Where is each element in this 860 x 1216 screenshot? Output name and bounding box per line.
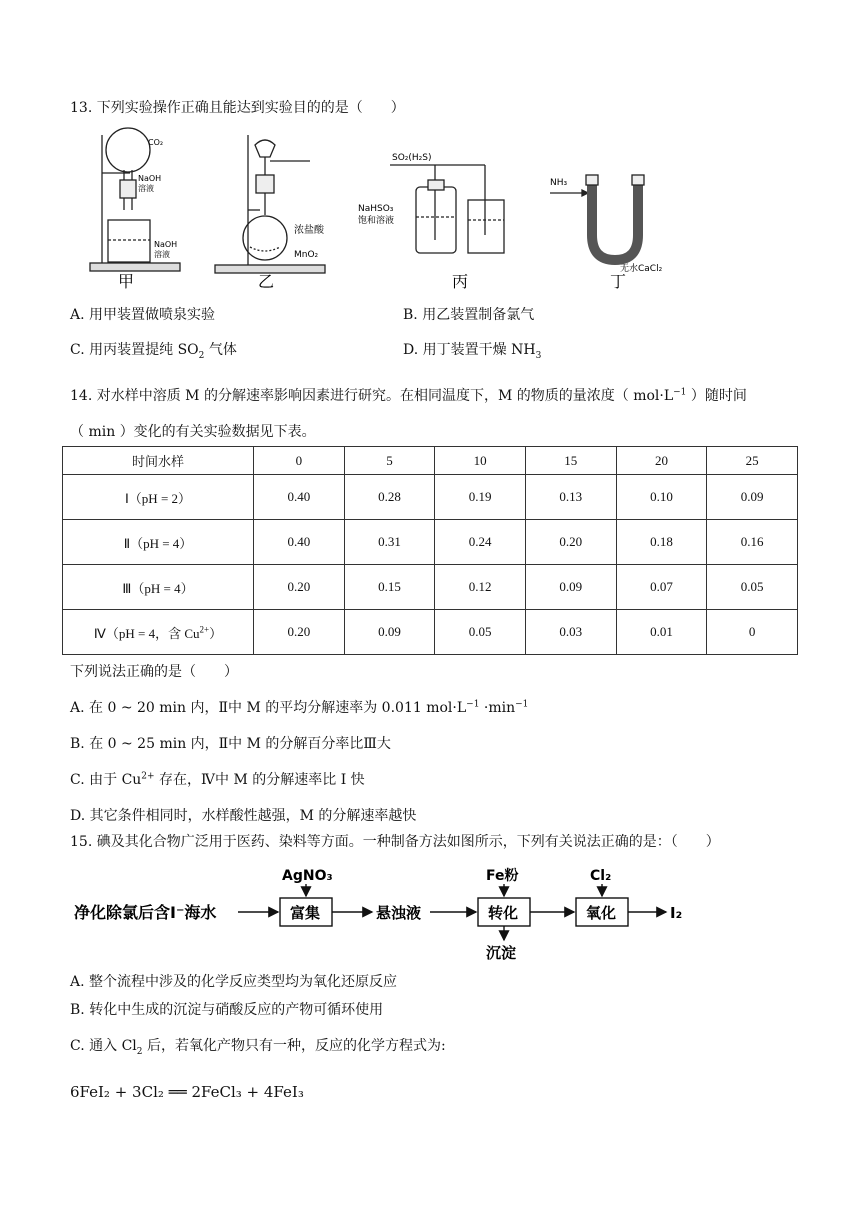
q14-option-d: D. 其它条件相同时，水样酸性越强，M 的分解速率越快 [70,808,417,824]
table-cell: 0.20 [525,520,616,565]
table-row [63,520,798,565]
q13-option-c: C. 用丙装置提纯 $SO_2$ 气体 [70,342,237,361]
concentration-table [62,446,798,655]
table-header-cell: 5 [344,447,435,475]
jia-naoh-top-2: 溶液 [138,184,154,193]
question-14-stem-line2: （ min ）变化的有关实验数据见下表。 [70,424,316,440]
flow-end-label: I₂ [670,904,683,922]
apparatus-figure [80,125,700,295]
table-cell: 0.19 [435,475,526,520]
table-header-cell: 25 [707,447,798,475]
question-14-stem-line1: 14. 对水样中溶质 M 的分解速率影响因素进行研究。在相同温度下，M 的物质的量浓度（ $mol\cdot L^{-1}$ ）随时间 [70,387,747,404]
bing-solution-2: 饱和溶液 [358,216,395,226]
ding-gas-label: NH₃ [550,178,568,188]
table-cell: 0.31 [344,520,435,565]
question-13-stem: 13. 下列实验操作正确且能达到实验目的的是（ ） [70,100,405,116]
q15-option-b: B. 转化中生成的沉淀与硝酸反应的产物可循环使用 [70,1002,384,1018]
table-cell: 0.16 [707,520,798,565]
jia-naoh-bottom-1: NaOH [154,240,178,249]
bing-solution-1: NaHSO₃ [358,204,394,214]
jia-naoh-top-1: NaOH [138,174,162,183]
jia-naoh-bottom-2: 溶液 [154,250,170,259]
q15-option-c: C. 通入 $Cl_2$ 后，若氧化产物只有一种，反应的化学方程式为: [70,1038,446,1057]
flow-box2-label: 转化 [488,904,519,922]
yi-mno2-label: MnO₂ [294,250,319,260]
flow-reagent1: AgNO₃ [282,868,333,884]
q13-option-d: D. 用丁装置干燥 $NH_3$ [403,342,542,361]
table-cell: 0.40 [254,475,345,520]
ding-label: 丁 [610,272,627,291]
q14-option-b: B. 在 0 ~ 25 min 内，Ⅱ中 M 的分解百分率比Ⅲ大 [70,736,391,752]
table-cell: 0.28 [344,475,435,520]
q14-prompt: 下列说法正确的是（ ） [70,664,238,680]
flow-mid-label: 悬浊液 [376,904,422,922]
jia-co2-label: CO₂ [148,138,164,147]
q15-option-a: A. 整个流程中涉及的化学反应类型均为氧化还原反应 [70,974,398,990]
table-cell: 0.07 [616,565,707,610]
table-header-cell: 20 [616,447,707,475]
yi-acid-label: 浓盐酸 [294,225,324,236]
q13-option-b: B. 用乙装置制备氯气 [403,307,535,323]
table-cell: 0.09 [525,565,616,610]
bing-label: 丙 [452,272,469,291]
row-label: Ⅱ（pH = 4） [63,520,254,565]
flow-product2: 沉淀 [486,944,517,962]
bing-gas-label: SO₂(H₂S) [392,153,432,163]
q14-option-a: A. 在 0 ~ 20 min 内，Ⅱ中 M 的平均分解速率为 0.011 $mol\cdot L^{-1} \cdot\min^{-1}$ [70,699,529,716]
table-cell: 0.05 [435,610,526,655]
table-row [63,565,798,610]
table-cell: 0.15 [344,565,435,610]
flow-reagent3: Cl₂ [590,868,612,884]
table-cell: 0.05 [707,565,798,610]
table-cell: 0.10 [616,475,707,520]
table-cell: 0.12 [435,565,526,610]
flow-reagent2: Fe粉 [486,868,519,884]
table-cell: 0.40 [254,520,345,565]
table-header-cell: 时间水样 [63,447,254,475]
table-cell: 0.01 [616,610,707,655]
yi-label: 乙 [258,272,275,291]
q14-option-c: C. 由于 $Cu^{2+}$ 存在，Ⅳ中 M 的分解速率比 Ⅰ 快 [70,771,365,788]
table-row [63,610,798,655]
table-cell: 0.24 [435,520,526,565]
question-15-stem: 15. 碘及其化合物广泛用于医药、染料等方面。一种制备方法如图所示，下列有关说法正确的是：（ ） [70,834,720,850]
row-label: Ⅳ（pH = 4，含 $Cu^{2+}$） [63,610,254,655]
q15-equation: 6FeI₂ + 3Cl₂ ══ 2FeCl₃ + 4FeI₃ [70,1083,304,1101]
flow-box1-label: 富集 [290,904,321,922]
q13-option-a: A. 用甲装置做喷泉实验 [70,307,216,323]
table-header-cell: 0 [254,447,345,475]
table-cell: 0.03 [525,610,616,655]
row-label: Ⅰ（pH = 2） [63,475,254,520]
table-cell: 0.18 [616,520,707,565]
iodine-flow-diagram [70,860,710,970]
table-row [63,475,798,520]
row-label: Ⅲ（pH = 4） [63,565,254,610]
table-cell: 0.20 [254,565,345,610]
table-header-cell: 10 [435,447,526,475]
flow-start-label: 净化除氯后含I⁻海水 [74,903,217,922]
table-cell: 0.13 [525,475,616,520]
ding-desiccant-label: 无水CaCl₂ [620,264,663,274]
table-cell: 0.20 [254,610,345,655]
table-header-row [63,447,798,475]
jia-label: 甲 [118,272,135,291]
apparatus-bing [390,165,504,253]
table-cell: 0 [707,610,798,655]
table-header-cell: 15 [525,447,616,475]
table-cell: 0.09 [707,475,798,520]
flow-box3-label: 氧化 [586,904,617,922]
table-cell: 0.09 [344,610,435,655]
